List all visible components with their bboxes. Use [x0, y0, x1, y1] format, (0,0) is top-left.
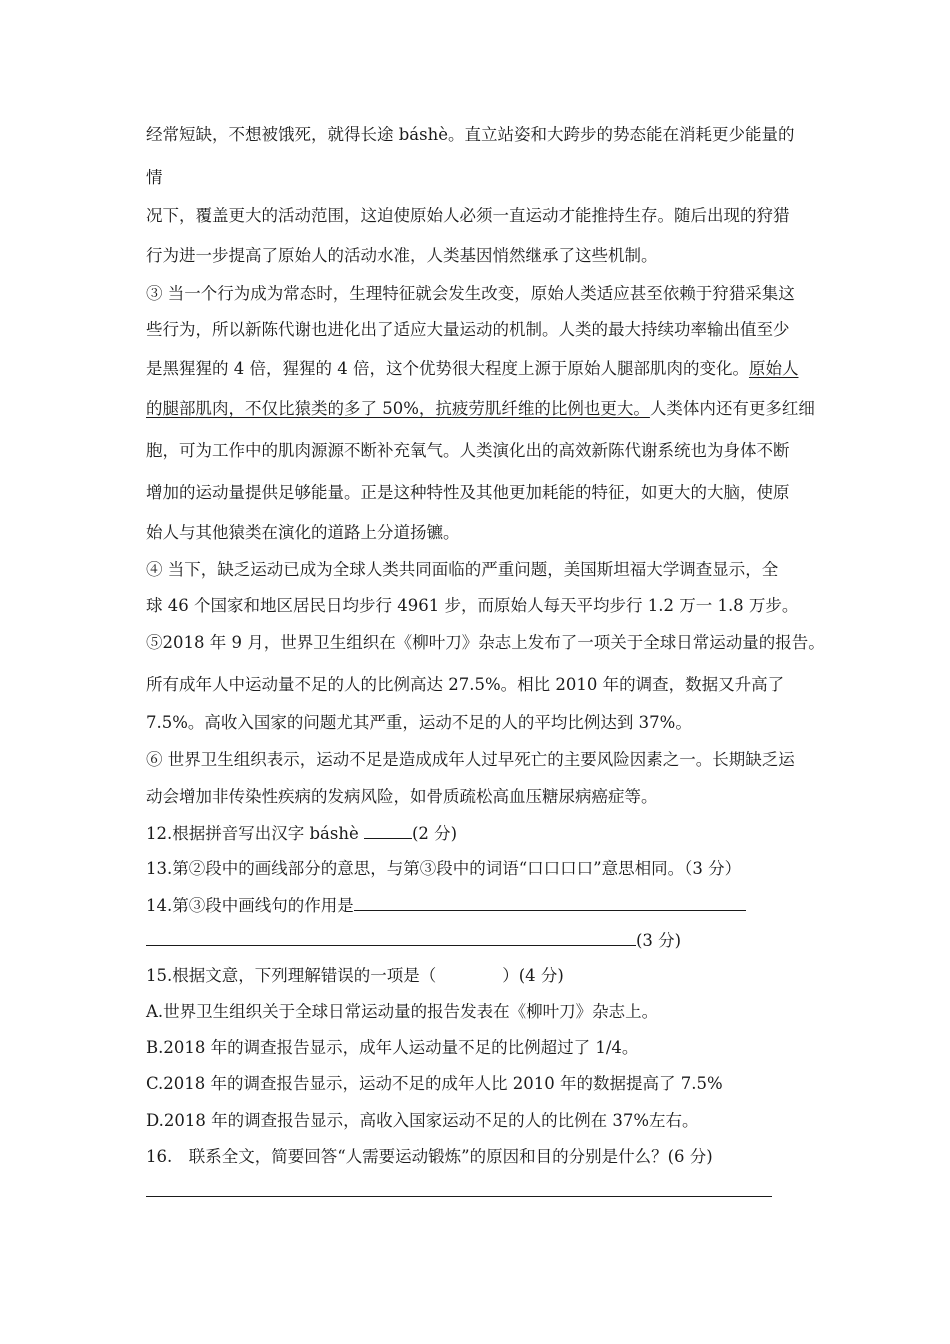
question-15: 15.根据文意，下列理解错误的一项是（ ）(4 分) — [146, 966, 564, 985]
question-13: 13.第②段中的画线部分的意思，与第③段中的词语“口口口口”意思相同。（3 分） — [146, 859, 742, 878]
paragraph-3-line — [146, 398, 815, 420]
answer-blank[interactable] — [364, 822, 412, 839]
question-14-continuation — [146, 929, 681, 952]
passage-line: 行为进一步提高了原始人的活动水准，人类基因悄然继承了这些机制。 — [146, 246, 658, 265]
question-12-score: (2 分) — [412, 824, 458, 843]
paragraph-3-text: 是黑猩猩的 4 倍，猩猩的 4 倍，这个优势很大程度上源于原始人腿部肌肉的变化。 — [146, 359, 749, 378]
underlined-sentence: 的腿部肌肉，不仅比猿类的多了 50%，抗疲劳肌纤维的比例也更大。 — [146, 399, 650, 418]
option-c: C.2018 年的调查报告显示，运动不足的成年人比 2010 年的数据提高了 7.5% — [146, 1074, 723, 1093]
paragraph-3-line: 始人与其他猿类在演化的道路上分道扬镳。 — [146, 523, 460, 542]
option-a: A.世界卫生组织关于全球日常运动量的报告发表在《柳叶刀》杂志上。 — [146, 1002, 659, 1021]
option-d: D.2018 年的调查报告显示，高收入国家运动不足的人的比例在 37%左右。 — [146, 1111, 699, 1130]
passage-line: 况下，覆盖更大的活动范围，这迫使原始人必须一直运动才能推持生存。随后出现的狩猎 — [146, 206, 790, 225]
paragraph-3-line: 些行为，所以新陈代谢也进化出了适应大量运动的机制。人类的最大持续功率输出值至少 — [146, 320, 790, 339]
question-12 — [146, 822, 457, 845]
question-16: 16. 联系全文，简要回答“人需要运动锻炼”的原因和目的分别是什么？(6 分) — [146, 1147, 713, 1166]
option-b: B.2018 年的调查报告显示，成年人运动量不足的比例超过了 1/4。 — [146, 1038, 639, 1057]
question-14-text: 14.第③段中画线句的作用是 — [146, 896, 354, 915]
paragraph-4-line: ④ 当下，缺乏运动已成为全球人类共同面临的严重问题，美国斯坦福大学调查显示，全 — [146, 560, 779, 579]
paragraph-3-line — [146, 358, 798, 380]
question-14-score: (3 分) — [636, 931, 682, 950]
paragraph-3-text: 人类体内还有更多红细 — [649, 399, 815, 418]
passage-line: 情 — [146, 168, 163, 187]
paragraph-3-line: 增加的运动量提供足够能量。正是这种特性及其他更加耗能的特征，如更大的大脑，使原 — [146, 483, 790, 502]
underlined-sentence: 原始人 — [748, 359, 799, 378]
paragraph-5-line: ⑤2018 年 9 月，世界卫生组织在《柳叶刀》杂志上发布了一项关于全球日常运动量的报告。 — [146, 633, 825, 652]
answer-blank[interactable] — [354, 894, 746, 911]
paragraph-3-line: 胞，可为工作中的肌肉源源不断补充氧气。人类演化出的高效新陈代谢系统也为身体不断 — [146, 441, 790, 460]
passage-line: 经常短缺，不想被饿死，就得长途 báshè。直立站姿和大跨步的势态能在消耗更少能量的 — [146, 125, 795, 144]
paragraph-5-line: 所有成年人中运动量不足的人的比例高达 27.5%。相比 2010 年的调查，数据又升高了 — [146, 675, 785, 694]
paragraph-5-line: 7.5%。高收入国家的问题尤其严重，运动不足的人的平均比例达到 37%。 — [146, 713, 692, 732]
paragraph-4-line: 球 46 个国家和地区居民日均步行 4961 步，而原始人每天平均步行 1.2 万一 1.8 万步。 — [146, 596, 799, 615]
paragraph-6-line: 动会增加非传染性疾病的发病风险，如骨质疏松高血压糖尿病癌症等。 — [146, 787, 658, 806]
question-14 — [146, 894, 746, 917]
question-12-text: 12.根据拼音写出汉字 báshè — [146, 824, 364, 843]
paragraph-3-line: ③ 当一个行为成为常态时，生理特征就会发生改变，原始人类适应甚至依赖于狩猎采集这 — [146, 284, 795, 303]
paragraph-6-line: ⑥ 世界卫生组织表示，运动不足是造成成年人过早死亡的主要风险因素之一。长期缺乏运 — [146, 750, 795, 769]
answer-blank[interactable] — [146, 929, 636, 946]
answer-line[interactable] — [146, 1196, 772, 1197]
